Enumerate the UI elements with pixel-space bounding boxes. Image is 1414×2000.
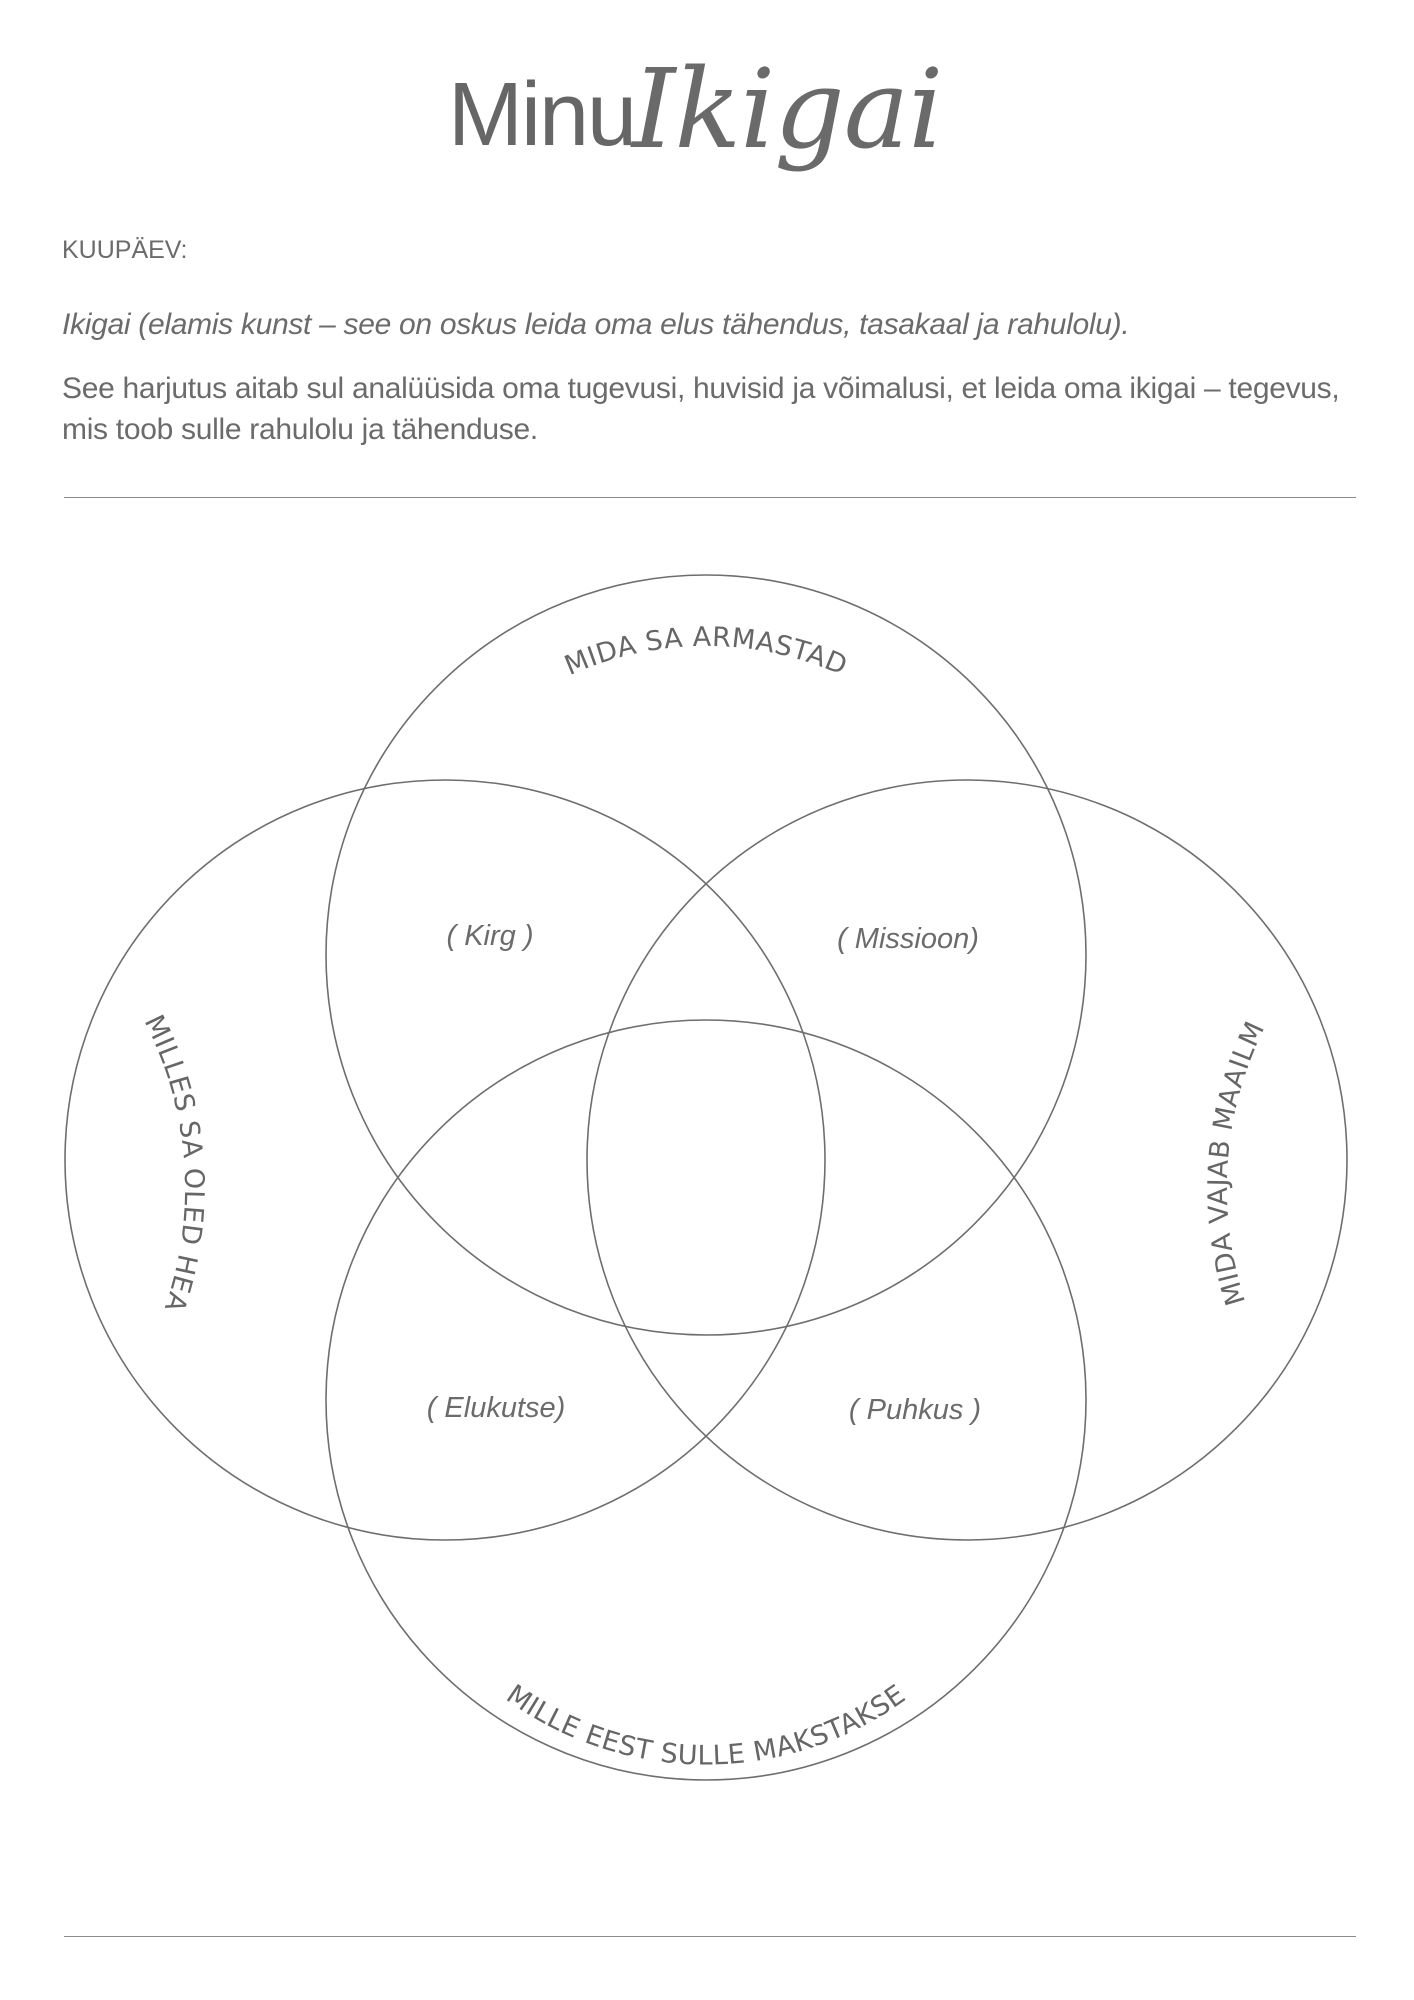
circle-label-bottom: MILLE EEST SULLE MAKSTAKSE [500,1678,912,1772]
title-script: Ikigai [632,45,943,173]
circle-label-right: MIDA VAJAB MAAILM [1202,1016,1272,1309]
date-label: KUUPÄEV: [62,236,188,264]
title-word: Minu [448,65,636,165]
overlap-label-profession: ( Elukutse) [426,1392,566,1424]
bottom-divider [64,1936,1356,1937]
overlap-label-mission: ( Missioon) [837,923,979,955]
circle-love [326,575,1086,1335]
overlap-label-vocation: ( Puhkus ) [848,1394,982,1426]
overlap-label-passion: ( Kirg ) [446,920,534,952]
circle-label-top: MIDA SA ARMASTAD [560,621,852,682]
intro-definition: Ikigai (elamis kunst – see on oskus leida oma elus tähendus, tasakaal ja rahulolu). [62,308,1130,341]
intro-description: See harjutus aitab sul analüüsida oma tugevusi, huvisid ja võimalusi, et leida oma ikigai – tegevus, mis toob sulle rahulolu ja tähenduse. [62,372,1340,446]
circle-label-left: MILLES SA OLED HEA [137,1010,210,1316]
